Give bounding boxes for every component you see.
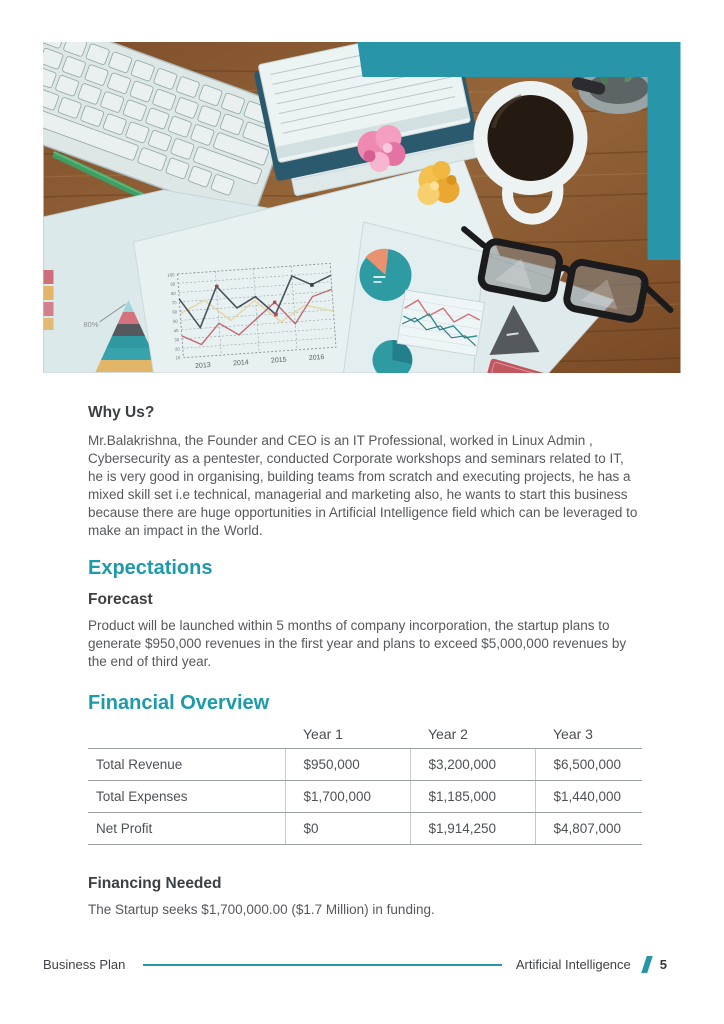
svg-text:2016: 2016 — [308, 353, 325, 363]
footer-slash-icon — [641, 956, 653, 973]
cell-value: $1,185,000 — [410, 781, 535, 813]
svg-text:2013: 2013 — [194, 361, 211, 370]
svg-text:2014: 2014 — [232, 359, 249, 368]
page-content — [0, 403, 724, 919]
footer-section-title: Artificial Intelligence — [515, 957, 631, 972]
svg-text:2015: 2015 — [270, 356, 287, 365]
why-us-heading: Why Us? — [88, 404, 155, 421]
row-label: Total Expenses — [88, 781, 285, 813]
footer-doc-title: Business Plan — [43, 957, 126, 972]
table-header-row — [88, 723, 642, 749]
cell-value: $6,500,000 — [535, 749, 642, 781]
row-label: Net Profit — [88, 813, 285, 845]
svg-text:50: 50 — [172, 318, 178, 324]
expectations-heading: Expectations — [88, 557, 213, 579]
table-header-year2: Year 2 — [410, 723, 535, 749]
cell-value: $1,914,250 — [410, 813, 535, 845]
page-number: 5 — [659, 957, 667, 972]
cell-value: $0 — [285, 813, 410, 845]
table-row — [88, 781, 642, 813]
forecast-heading: Forecast — [88, 591, 153, 608]
financial-overview-table — [88, 723, 642, 845]
cell-value: $4,807,000 — [535, 813, 642, 845]
cell-value: $1,700,000 — [285, 781, 410, 813]
cell-value: $1,440,000 — [535, 781, 642, 813]
cell-value: $3,200,000 — [410, 749, 535, 781]
svg-text:40: 40 — [173, 327, 179, 334]
desk-photo — [43, 42, 681, 373]
svg-text:100: 100 — [167, 272, 175, 278]
forecast-paragraph: Product will be launched within 5 months of company incorporation, the startup plans to generate $950,000 revenues in the first year and plans to exceed $5,000,000 revenues by the end of third year. — [88, 618, 627, 669]
hero-photo — [43, 42, 681, 373]
svg-text:60: 60 — [172, 309, 178, 315]
table-row — [88, 749, 642, 781]
financing-needed-heading: Financing Needed — [88, 875, 222, 892]
svg-text:20: 20 — [174, 346, 180, 352]
paper-edge-stripes — [44, 270, 54, 330]
svg-text:10: 10 — [175, 355, 181, 361]
pyramid-percent-label: 80% — [83, 320, 99, 329]
svg-text:30: 30 — [174, 337, 180, 343]
cell-value: $950,000 — [285, 749, 410, 781]
table-header-year1: Year 1 — [285, 723, 410, 749]
page-footer — [43, 956, 667, 973]
table-header-empty — [88, 723, 285, 749]
financial-overview-heading: Financial Overview — [88, 692, 270, 714]
svg-text:90: 90 — [170, 281, 176, 287]
why-us-paragraph: Mr.Balakrishna, the Founder and CEO is an IT Professional, worked in Linux Admin , Cybersecurity as a pentester, conducted Corporate workshops and seminars related to IT, he is very good in organising, building teams from scratch and executing projects, he has a mixed skill set i.e technical, managerial and marketing also, he wants to start this business because there are huge opportunities in Artificial Intelligence field which can be leveraged to make an impact in the World. — [88, 433, 638, 538]
financing-needed-paragraph: The Startup seeks $1,700,000.00 ($1.7 Million) in funding. — [88, 902, 435, 917]
footer-divider-line — [143, 964, 501, 966]
table-row — [88, 813, 642, 845]
svg-text:80: 80 — [170, 290, 177, 297]
svg-text:70: 70 — [171, 300, 177, 306]
row-label: Total Revenue — [88, 749, 285, 781]
table-header-year3: Year 3 — [535, 723, 642, 749]
